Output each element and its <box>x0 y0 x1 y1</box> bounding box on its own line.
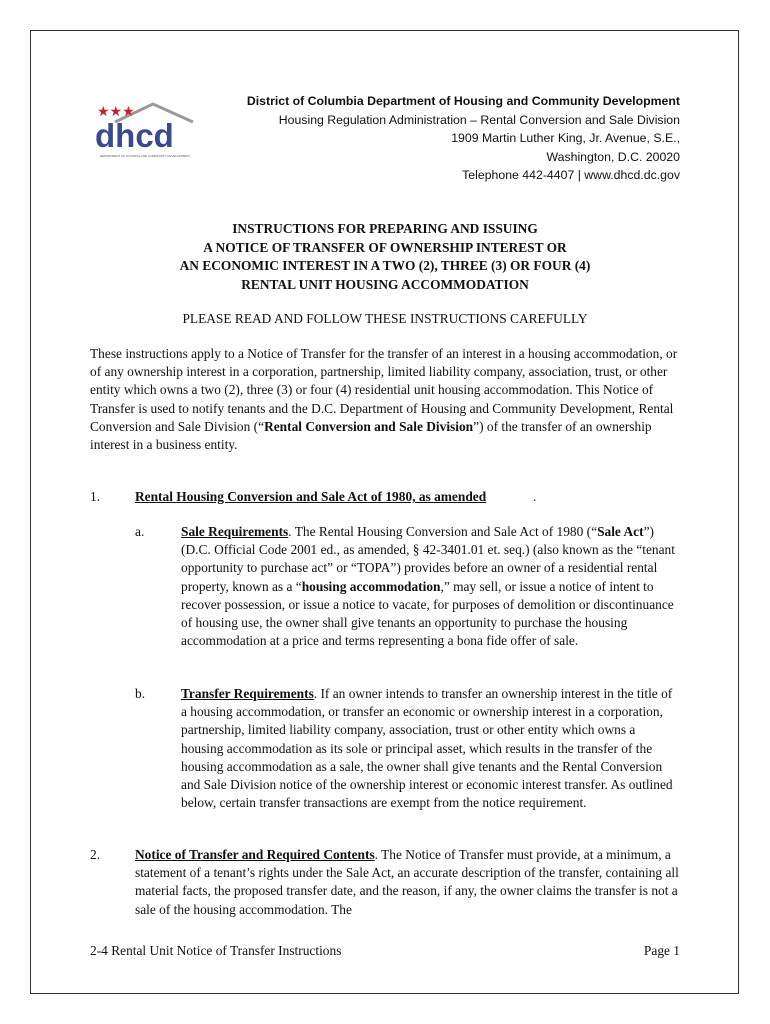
notice-contents-text: . The Notice of Transfer must provide, at a minimum, a statement of a tenant’s rights under the Sale Act, an accurate description of the transfer, containing all material facts, the proposed transfer date, and the reason, if any, the owner claims the transfer is not a sale of the housing accommodation. The <box>135 847 679 917</box>
logo-stars: ★★★ <box>97 104 135 120</box>
title-line-4: RENTAL UNIT HOUSING ACCOMMODATION <box>241 276 529 292</box>
section-1-heading-text: Rental Housing Conversion and Sale Act of 1980, as amended <box>135 489 487 504</box>
transfer-requirements-heading: Transfer Requirements <box>181 686 314 701</box>
header-contact: Telephone 442-4407 | www.dhcd.dc.gov <box>462 168 680 182</box>
section-2-number: 2. <box>90 847 101 862</box>
section-1-period: . <box>533 489 537 504</box>
header-street: 1909 Martin Luther King, Jr. Avenue, S.E., <box>451 131 680 145</box>
item-b-label: b. <box>135 686 146 701</box>
notice-contents-paragraph <box>135 846 681 919</box>
housing-accommodation-term: housing accommodation <box>301 578 441 594</box>
footer-document-name: 2-4 Rental Unit Notice of Transfer Instructions <box>90 943 342 958</box>
intro-text-a: These instructions apply to a Notice of Transfer for the transfer of an interest in a housing accommodation, or of any ownership interest in a corporation, partnership, limited liability company, association, trust, or other entity which owns a two (2), three (3) or four (4) residential unit housing accommodation. This Notice of Transfer is used to notify tenants and the D.C. Department of Housing and Community Development, Rental Conversion and Sale Division (“ <box>90 346 678 434</box>
header-org: District of Columbia Department of Housing and Community Development <box>246 94 680 108</box>
title-line-2: A NOTICE OF TRANSFER OF OWNERSHIP INTEREST OR <box>203 239 567 255</box>
sale-act-term: Sale Act <box>597 524 644 539</box>
sale-req-text-3: ,” may sell, or issue a notice of intent to recover possession, or issue a notice to vacate, for purposes of demolition or discontinuance of housing use, the owner shall give tenants an opportunity to purchase the housing accommodation at a price and terms representing a bona fide offer of sale. <box>181 578 674 649</box>
sale-req-text-1: . The Rental Housing Conversion and Sale Act of 1980 (“ <box>288 524 598 539</box>
logo-tagline: DEPARTMENT OF HOUSING AND COMMUNITY DEVELOPMENT <box>100 154 190 158</box>
section-1-heading <box>135 489 486 505</box>
intro-text-b: ”) of the transfer of an ownership interest in a business entity. <box>90 418 652 453</box>
notice-contents-heading: Notice of Transfer and Required Contents <box>135 847 375 862</box>
document-title <box>90 220 680 294</box>
footer-page-number: Page 1 <box>643 943 680 958</box>
sale-requirements-heading: Sale Requirements <box>181 524 289 539</box>
transfer-req-text: . If an owner intends to transfer an ownership interest in the title of a housing accommodation, or transfer an economic or ownership interest in a corporation, partnership, limited liability company, association, trust or other entity which owns a housing accommodation as its sole or principal asset, which results in the transfer of the housing accommodation as a sale, the owner shall give tenants and the Rental Conversion and Sale Division notice of the ownership interest or economic interest transfer. As outlined below, certain transfer transactions are exempt from the notice requirement. <box>181 686 673 811</box>
title-line-3: AN ECONOMIC INTEREST IN A TWO (2), THREE (3) OR FOUR (4) <box>179 258 591 273</box>
header-city: Washington, D.C. 20020 <box>546 149 680 164</box>
intro-bold: Rental Conversion and Sale Division <box>264 418 474 434</box>
section-1-number: 1. <box>90 489 101 504</box>
dhcd-logo <box>95 100 195 160</box>
header-division: Housing Regulation Administration – Rental Conversion and Sale Division <box>278 112 680 127</box>
sale-req-text-2: ”) (D.C. Official Code 2001 ed., as amended, § 42-3401.01 et. seq.) (also known as the “tenant opportunity to purchase act” or “TOPA”) provides before an owner of a residential rental property, known as a “ <box>181 524 675 594</box>
logo-text: dhcd <box>95 117 174 154</box>
agency-header <box>247 92 680 185</box>
transfer-requirements-paragraph <box>181 685 681 812</box>
item-a-label: a. <box>135 524 145 539</box>
read-carefully-notice: PLEASE READ AND FOLLOW THESE INSTRUCTIONS CAREFULLY <box>182 311 588 326</box>
title-line-1: INSTRUCTIONS FOR PREPARING AND ISSUING <box>232 221 538 236</box>
intro-paragraph <box>90 345 680 454</box>
sale-requirements-paragraph <box>181 523 681 650</box>
